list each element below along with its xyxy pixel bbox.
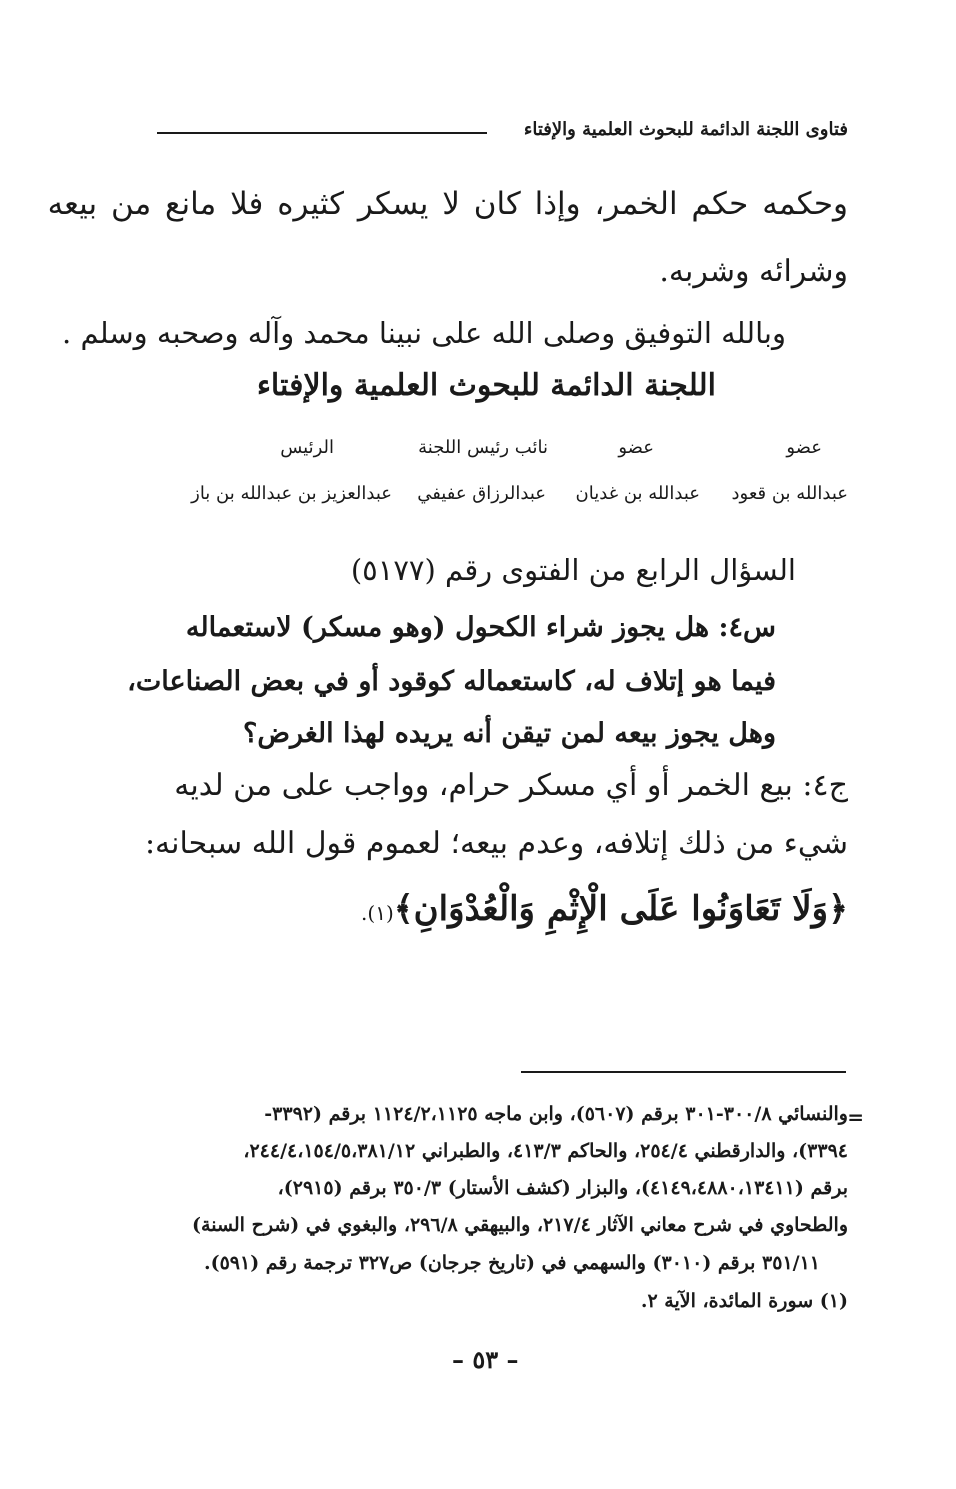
footnote-line: (١) سورة المائدة، الآية ٢. <box>640 1290 848 1312</box>
signatory-role: الرئيس <box>280 437 334 458</box>
verse-footnote-ref: (١). <box>361 901 394 925</box>
question-heading: السؤال الرابع من الفتوى رقم (٥١٧٧) <box>350 553 796 587</box>
closing-salutation: وبالله التوفيق وصلى الله على نبينا محمد وآله وصحبه وسلم . <box>62 316 786 350</box>
footnote-separator <box>521 1071 846 1073</box>
footnote-line: والطحاوي في شرح معاني الآثار ٢١٧/٤، والبيهقي ٢٩٦/٨، والبغوي في (شرح السنة) <box>192 1214 848 1236</box>
footnote-line: ٣٣٩٤)، والدارقطني ٢٥٤/٤، والحاكم ٤١٣/٣، والطبراني ٢٤٤/٤،١٥٤/٥،٣٨١/١٢، <box>243 1140 848 1162</box>
signatory-role: نائب رئيس اللجنة <box>418 437 548 458</box>
verse-text: ﴿وَلَا تَعَاوَنُوا عَلَى الْإِثْمِ وَالْعُدْوَانِ﴾ <box>393 889 848 929</box>
question-line: س٤: هل يجوز شراء الكحول (وهو مسكر) لاستعماله <box>185 612 776 643</box>
committee-title: اللجنة الدائمة للبحوث العلمية والإفتاء <box>256 368 716 403</box>
body-paragraph-1: وحكمه حكم الخمر، وإذا كان لا يسكر كثيره فلا مانع من بيعه <box>47 186 848 222</box>
signatory-name: عبدالرزاق عفيفي <box>417 483 546 504</box>
answer-line: ج٤: بيع الخمر أو أي مسكر حرام، وواجب على من لديه <box>174 768 848 803</box>
signatory-role: عضو <box>618 437 654 458</box>
footnote-continuation-mark: = <box>847 1105 864 1129</box>
footnote-line: برقم (٤١٤٩،٤٨٨٠،١٣٤١١)، والبزار (كشف الأستار) ٣٥٠/٣ برقم (٢٩١٥)، <box>277 1177 848 1199</box>
signatory-name: عبدالله بن قعود <box>731 483 848 504</box>
running-header: فتاوى اللجنة الدائمة للبحوث العلمية والإفتاء <box>523 119 848 140</box>
page-number: – ٥٣ – <box>452 1345 519 1374</box>
question-line: وهل يجوز بيعه لمن تيقن أنه يريده لهذا الغرض؟ <box>243 718 776 749</box>
header-rule <box>157 132 487 134</box>
answer-line: شيء من ذلك إتلافه، وعدم بيعه؛ لعموم قول الله سبحانه: <box>144 826 848 861</box>
quran-verse <box>361 888 848 929</box>
signatory-name: عبدالعزيز بن عبدالله بن باز <box>191 483 392 504</box>
signatory-name: عبدالله بن غديان <box>575 483 700 504</box>
signatory-role: عضو <box>786 437 822 458</box>
body-paragraph-2: وشرائه وشربه. <box>659 254 848 289</box>
question-line: فيما هو إتلاف له، كاستعماله كوقود أو في بعض الصناعات، <box>127 666 776 697</box>
footnote-line: ٣٥١/١١ برقم (٣٠١٠) والسهمي في (تاريخ جرجان) ص٣٢٧ ترجمة رقم (٥٩١). <box>203 1252 820 1274</box>
footnote-line: والنسائي ٣٠٠/٨-٣٠١ برقم (٥٦٠٧)، وابن ماجه ١١٢٤/٢،١١٢٥ برقم (٣٣٩٢- <box>264 1103 848 1125</box>
